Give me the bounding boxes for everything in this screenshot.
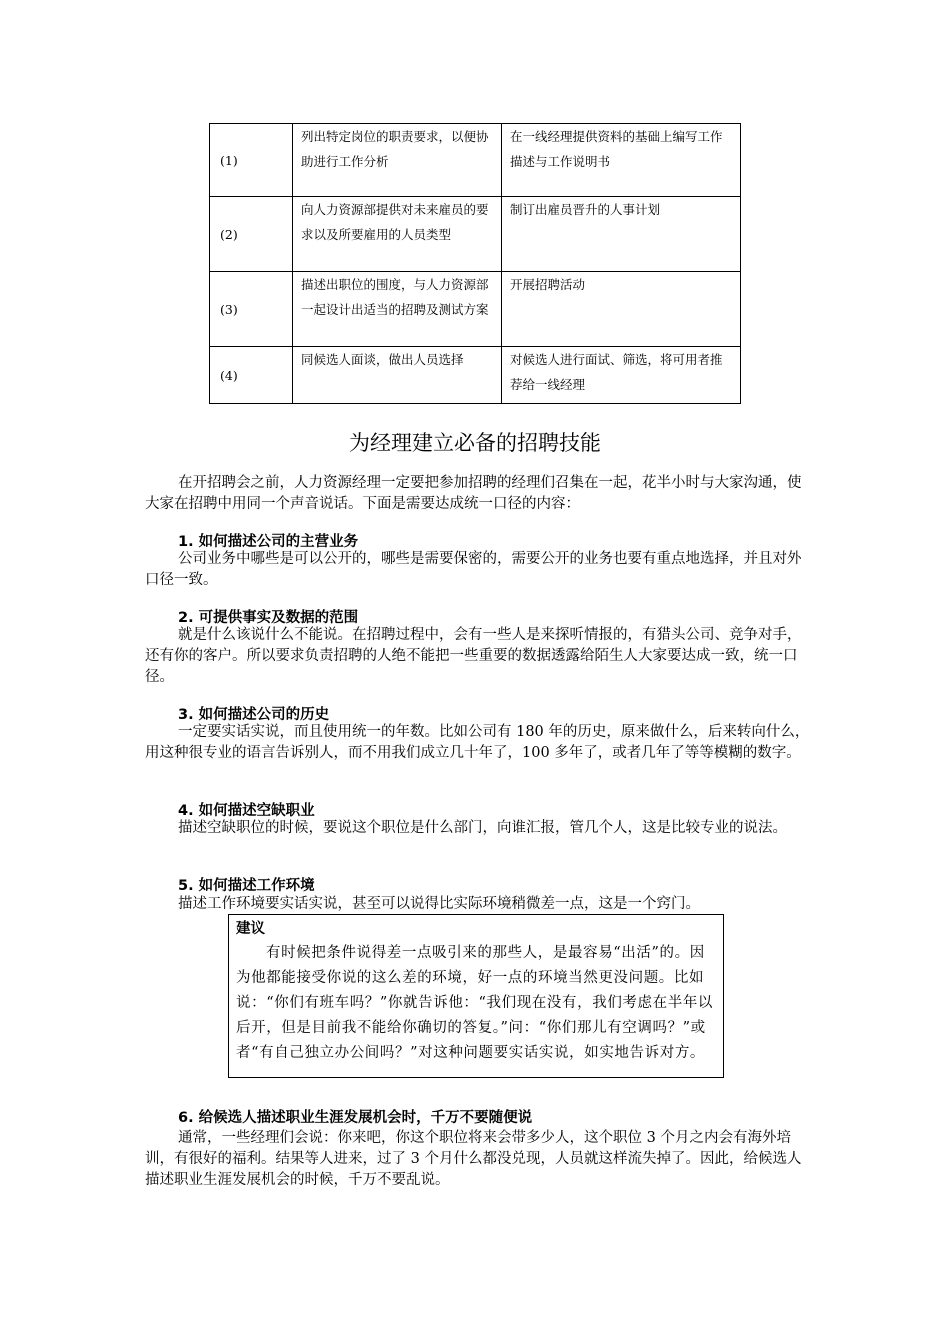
section-text: 描述工作环境要实话实说，甚至可以说得比实际环境稍微差一点，这是一个窍门。 xyxy=(178,896,700,912)
hr-duty: 开展招聘活动 xyxy=(502,272,741,347)
row-number: (2) xyxy=(210,197,293,272)
section-text: 就是什么该说什么不能说。在招聘过程中，会有一些人是来探听情报的，有猎头公司、竞争对手，还有你的客户。所以要求负责招聘的人绝不能把一些重要的数据透露给陌生人大家要达成一致，统一口径。 xyxy=(145,627,802,685)
section-heading: 2. 可提供事实及数据的范围 xyxy=(178,610,359,626)
manager-duty: 列出特定岗位的职责要求，以便协助进行工作分析 xyxy=(293,124,502,197)
intro-paragraph xyxy=(145,473,813,515)
section-paragraph xyxy=(145,722,813,764)
table-row xyxy=(210,197,741,272)
manager-duty: 向人力资源部提供对未来雇员的要求以及所要雇用的人员类型 xyxy=(293,197,502,272)
advice-title: 建议 xyxy=(236,921,265,937)
section-text: 通常，一些经理们会说：你来吧，你这个职位将来会带多少人，这个职位 3 个月之内会有海外培训，有很好的福利。结果等人进来，过了 3 个月什么都没兑现，人员就这样流失掉了。因此，给候选人描述职业生涯发展机会的时候，千万不要乱说。 xyxy=(145,1130,802,1188)
section-paragraph xyxy=(145,894,813,915)
row-number: (4) xyxy=(210,347,293,404)
row-number: (3) xyxy=(210,272,293,347)
hr-duty: 在一线经理提供资料的基础上编写工作描述与工作说明书 xyxy=(502,124,741,197)
section-heading: 5. 如何描述工作环境 xyxy=(178,878,315,894)
section-heading: 3. 如何描述公司的历史 xyxy=(178,707,330,723)
advice-box xyxy=(228,914,724,1078)
row-number: (1) xyxy=(210,124,293,197)
section-heading: 6. 给候选人描述职业生涯发展机会时，千万不要随便说 xyxy=(178,1110,533,1126)
hr-duty: 对候选人进行面试、筛选，将可用者推荐给一线经理 xyxy=(502,347,741,404)
advice-paragraph xyxy=(236,941,716,1066)
section-paragraph xyxy=(145,625,813,688)
duties-table xyxy=(209,123,741,404)
section-paragraph xyxy=(145,818,813,839)
table-row xyxy=(210,124,741,197)
table-row xyxy=(210,347,741,404)
hr-duty: 制订出雇员晋升的人事计划 xyxy=(502,197,741,272)
section-paragraph xyxy=(145,549,813,591)
section-text: 描述空缺职位的时候，要说这个职位是什么部门，向谁汇报，管几个人，这是比较专业的说法。 xyxy=(178,820,787,836)
section-heading: 4. 如何描述空缺职业 xyxy=(178,803,315,819)
intro-text: 在开招聘会之前，人力资源经理一定要把参加招聘的经理们召集在一起，花半小时与大家沟通，使大家在招聘中用同一个声音说话。下面是需要达成统一口径的内容： xyxy=(145,475,802,512)
manager-duty: 同候选人面谈，做出人员选择 xyxy=(293,347,502,404)
manager-duty: 描述出职位的围度，与人力资源部一起设计出适当的招聘及测试方案 xyxy=(293,272,502,347)
section-text: 一定要实话实说，而且使用统一的年数。比如公司有 180 年的历史，原来做什么，后来转向什么，用这种很专业的语言告诉别人，而不用我们成立几十年了，100 多年了，或者几年了等等模糊的数字。 xyxy=(145,724,810,761)
advice-text: 有时候把条件说得差一点吸引来的那些人，是最容易“出活”的。因为他都能接受你说的这么差的环境，好一点的环境当然更没问题。比如说：“你们有班车吗？”你就告诉他：“我们现在没有，我们考虑在半年以后开，但是目前我不能给你确切的答复。”问：“你们那儿有空调吗？”或者“有自己独立办公间吗？”对这种问题要实话实说，如实地告诉对方。 xyxy=(236,945,714,1061)
section-heading: 1. 如何描述公司的主营业务 xyxy=(178,534,359,550)
section-paragraph xyxy=(145,1128,813,1191)
page-title: 为经理建立必备的招聘技能 xyxy=(349,431,601,455)
table-row xyxy=(210,272,741,347)
section-text: 公司业务中哪些是可以公开的，哪些是需要保密的，需要公开的业务也要有重点地选择，并且对外口径一致。 xyxy=(145,551,802,588)
